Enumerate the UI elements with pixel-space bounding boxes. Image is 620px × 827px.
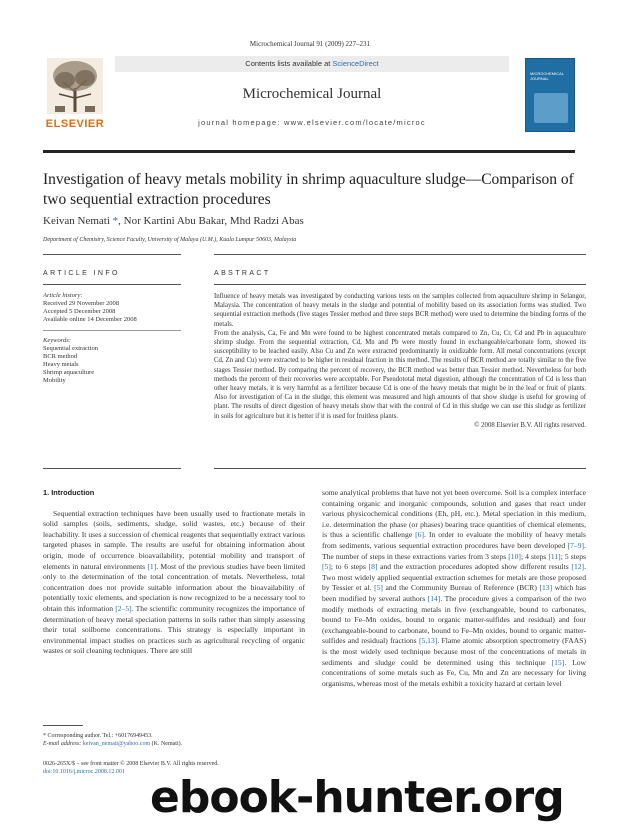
citation-link[interactable]: [5]: [374, 583, 383, 593]
body-text: . Low concentrations of some metals such as Fe, Cu, Mn and Zn are necessary for living organisms, whereas most of the metals exhibit a toxicity hazard at certain level: [322, 657, 587, 688]
abstract-divider-mid: [214, 284, 586, 285]
body-column-right: [322, 488, 586, 689]
footnote-divider: [43, 725, 83, 726]
keyword: Shrimp aquaculture: [43, 369, 95, 376]
author-first: Keivan Nemati: [43, 215, 113, 227]
keyword: Sequential extraction: [43, 345, 99, 352]
abstract-paragraph: From the analysis, Ca, Fe and Mn were found to be highest concentrated metals compared to Zn, Cu, Cr, Cd and Pb in aquaculture shrimp sludge. From the sequential extraction, Cd, Mn and Pb were mostly found in exchangeable/carbonate form, showed its susceptibility to be leached easily. Also Cu and Zn were extracted predominantly in oxidizable form. All metal concentrations (except Cd, Zn and Cu) were extracted to be higher in residual fraction in this method. The results of BCR method are totally similar to the five stages Tessier method. By comparing the percent of recovery, the BCR method was better than Tessier method. Nevertheless for both methods the percent of their recoveries were acceptable. For Pseudototal metal digestion, although the concentration of Cd is less than other heavy metals, it is very harmful as a fertilizer because Cd is one of the heavy metals that might be in the leaf or fruit of plants. Also for investigation of Ca in the sludge, this element was measured and high amounts of that show sludge is useful for growing of plant. The results of direct digestion of heavy metals show that with the control of Cd in this sludge we can use this sludge as fertilizer in soils for agriculture but it is better if it is used for fruitless plants.: [214, 329, 586, 420]
keywords-label: Keywords:: [43, 337, 71, 344]
body-text: and the extraction procedures adopted show different results: [377, 562, 572, 572]
body-text: . The number of steps in these extractions varies from 3 steps: [322, 540, 586, 561]
body-text: . Flame atomic absorption spectrometry (FAAS) is the most widely used technique because most of the concentrations of metals in sediments and sludge could be determined using this technique: [322, 636, 586, 667]
elsevier-wordmark: ELSEVIER: [45, 118, 105, 130]
history-item: Accepted 5 December 2008: [43, 308, 116, 315]
keyword: BCR method: [43, 353, 78, 360]
intro-paragraph-continued: [322, 488, 586, 689]
abstract-copyright: © 2008 Elsevier B.V. All rights reserved.: [474, 421, 586, 429]
watermark: ebook-hunter.org: [150, 772, 564, 823]
body-text: which has been modified by several authors: [322, 583, 586, 603]
corresponding-author-mark[interactable]: *: [112, 215, 119, 227]
cover-title: MICROCHEMICAL JOURNAL: [530, 71, 564, 81]
article-info-heading: ARTICLE INFO: [43, 270, 120, 277]
body-text: and the Community Bureau of Reference (BCR): [382, 583, 540, 593]
abstract-paragraph: Influence of heavy metals was investigated by conducting various tests on the samples collected from aquaculture shrimp in Selangor, Malaysia. The concentration of heavy metals in the sludge and potential of mobility based on its association forms was studied. Two sequential extraction methods (five stages Tessier method and three steps BCR method) were used to determine the binding forms of the metals.: [214, 293, 586, 328]
body-text: . The scientific community recognizes the importance of determination of heavy metal speciation patterns in soils rather than simply assessing their total soilborne concentrations. This strategy is especially important in environmental impact studies on practices such as agricultural recycling of organic wastes or soil cleaning techniques. There are still: [43, 603, 305, 656]
history-label: Article history:: [43, 292, 83, 299]
body-text: Sequential extraction techniques have been usually used to fractionate metals in solid samples (soils, sediments, sludge, solid wastes, etc.) because of their leachability. It uses a succession of chemical reagents that sequentially extract various targeted phases in sample. The results are useful for obtaining information about origin, mode of occurrence bioavailability, potential mobility and transport of elements in natural environments: [43, 508, 305, 571]
citation-link[interactable]: [7–9]: [567, 540, 585, 550]
affiliation: Department of Chemistry, Science Faculty, University of Malaya (U.M.), Kuala Lumpur 50603, Malaysia: [43, 237, 297, 243]
body-text: ; to 6 steps: [330, 562, 369, 572]
info-divider-mid: [43, 284, 181, 285]
author-rest: , Nor Kartini Abu Bakar, Mhd Radzi Abas: [118, 215, 304, 227]
citation-link[interactable]: [2–5]: [115, 603, 132, 613]
citation-link[interactable]: [5,13]: [418, 636, 438, 646]
abstract-divider-top: [214, 254, 586, 255]
elsevier-tree-icon: [47, 58, 103, 114]
header-divider: [43, 150, 575, 153]
abstract-divider-bottom: [214, 468, 586, 469]
body-text: . In order to evaluate the mobility of heavy metals from sediments, various sequential extraction procedures have been developed: [322, 530, 586, 550]
citation-link[interactable]: [1]: [147, 561, 157, 571]
info-divider-bottom: [43, 468, 181, 469]
citation-link[interactable]: [6]: [415, 530, 425, 540]
citation-link[interactable]: [5]: [322, 562, 331, 572]
body-text: ; 5 steps: [560, 551, 586, 561]
citation-link[interactable]: [15]: [551, 657, 565, 667]
history-item: Received 29 November 2008: [43, 300, 119, 307]
citation-link[interactable]: [14]: [427, 593, 441, 603]
journal-name: Microchemical Journal: [242, 86, 382, 102]
abstract-heading: ABSTRACT: [214, 270, 271, 277]
keywords-block: [43, 337, 98, 385]
section-heading-introduction: 1. Introduction: [43, 488, 95, 497]
sciencedirect-link[interactable]: ScienceDirect: [332, 59, 379, 68]
journal-homepage[interactable]: journal homepage: www.elsevier.com/locate/microc: [198, 118, 426, 127]
body-text: . The procedure gives a comparison of the two modify methods of extracting metals in five (exchangeable, bound to carbonates, bound to Fe–Mn oxides, bound to organic matter-sulfides and residual) and four (exchangeable-bound to carbonate, bound to Fe–Mn oxides, bound to organic matter-sulfides and residual) fractions: [322, 593, 587, 646]
journal-header: [43, 56, 575, 136]
history-item: Available online 14 December 2008: [43, 316, 137, 323]
keyword: Heavy metals: [43, 361, 79, 368]
issn-line: 0026-265X/$ – see front matter © 2008 Elsevier B.V. All rights reserved.: [43, 761, 219, 767]
body-text: . Two most widely applied sequential extraction schemes for metals are those proposed by Tessier et al.: [322, 562, 586, 593]
abstract-body: [214, 292, 586, 430]
cover-image: [534, 93, 568, 123]
contents-label: Contents lists available at: [245, 59, 333, 68]
article-title: Investigation of heavy metals mobility in shrimp aquaculture sludge—Comparison of two sequential extraction procedures: [43, 171, 574, 208]
journal-cover-thumbnail: [525, 58, 575, 132]
keyword: Mobility: [43, 377, 66, 384]
contents-bar: [115, 56, 509, 72]
author-list: [43, 215, 304, 227]
journal-masthead: [115, 56, 509, 136]
corresponding-author-note: * Corresponding author. Tel.: +60176949453.: [43, 733, 153, 739]
citation-link[interactable]: [11]: [548, 551, 561, 561]
body-column-left: [43, 488, 305, 657]
citation-link[interactable]: [10]: [508, 551, 521, 561]
journal-reference: Microchemical Journal 91 (2009) 227–231: [249, 40, 371, 48]
info-divider-keywords: [43, 330, 181, 331]
citation-link[interactable]: [12]: [571, 562, 585, 572]
citation-link[interactable]: [8]: [368, 562, 378, 572]
body-text: some analytical problems that have not yet been overcome. Soil is a complex interface containing organic and inorganic compounds, solution and gases that react under various physicochemical conditions (Eh, pH, etc.). Metal speciation in this medium, i.e. determination the phase (or phases) bearing trace quantities of chemical elements, is thus a scientific challenge: [322, 488, 586, 540]
body-text: ; 4 steps: [520, 551, 549, 561]
article-history: [43, 292, 137, 324]
doi-link[interactable]: doi:10.1016/j.microc.2008.12.001: [43, 769, 125, 775]
email-link[interactable]: keivan_nemati@yahoo.com: [82, 741, 151, 747]
body-text: . Most of the previous studies have been limited only to the determination of the total concentration of metals. Nevertheless, total concentration does not provide suitable information about the bioavailability of potentially toxic elements, and speciation is now recognized to be a necessary tool to obtain this information: [43, 561, 305, 613]
elsevier-logo: [43, 58, 107, 134]
intro-paragraph: [43, 509, 305, 657]
email-suffix: (K. Nemati).: [150, 741, 183, 747]
email-line: [43, 740, 303, 748]
citation-link[interactable]: [13]: [539, 583, 553, 593]
email-label: E-mail address:: [43, 741, 83, 747]
footnote: [43, 732, 303, 748]
info-divider-top: [43, 254, 181, 255]
